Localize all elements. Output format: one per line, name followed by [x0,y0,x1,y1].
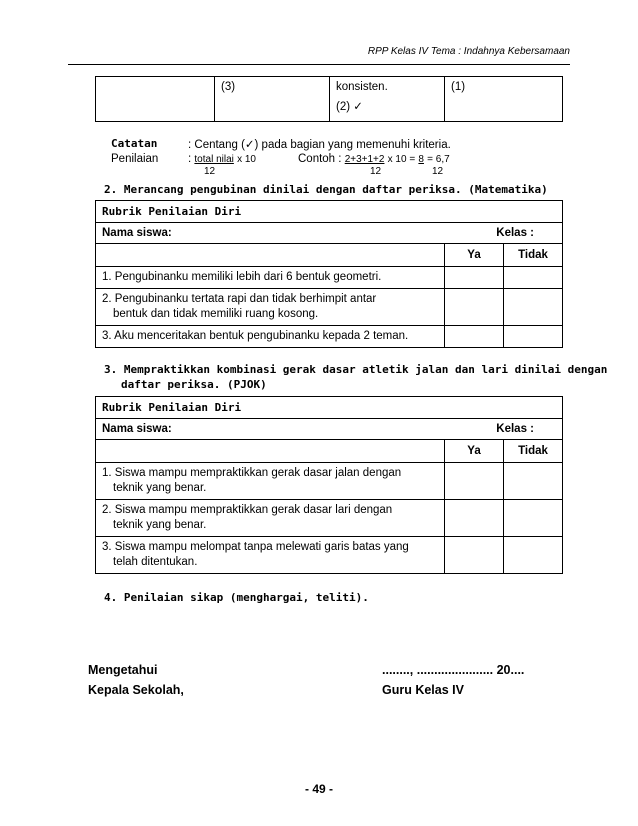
penilaian-label: Penilaian [111,153,159,165]
table-cell [96,440,445,463]
section3-heading: 3. Mempraktikkan kombinasi gerak dasar atletik jalan dan lari dinilai dengan [104,363,608,376]
criterion-text: 3. Aku menceritakan bentuk pengubinanku kepada 2 teman. [102,330,409,342]
nama-siswa-label: Nama siswa: [102,227,172,239]
criterion-text: 2. Pengubinanku tertata rapi dan tidak berhimpit antar [102,293,377,305]
tidak-checkbox-cell[interactable] [504,463,563,500]
rubric-table-matematika [95,200,563,348]
page-number: - 49 - [304,782,333,796]
tidak-checkbox-cell[interactable] [504,500,563,537]
section2-heading: 2. Merancang pengubinan dinilai dengan daftar periksa. (Matematika) [104,183,548,196]
table-row [96,326,563,348]
section3-heading-cont: daftar periksa. (PJOK) [121,378,267,391]
contoh-denominator: 12 [370,166,382,177]
table-row [96,267,563,289]
cell-text: (2) ✓ [336,101,363,113]
table-cell [96,244,445,267]
criterion-text: 3. Siswa mampu melompat tanpa melewati garis batas yang [102,541,409,553]
criterion-cell [96,267,445,289]
kepala-sekolah-label: Kepala Sekolah, [88,683,184,697]
criterion-text: 2. Siswa mampu mempraktikkan gerak dasar lari dengan [102,504,393,516]
table-row [96,201,563,223]
table-cell: (3) [215,77,330,122]
criterion-cell [96,289,445,326]
table-row [96,537,563,574]
catatan-text: : Centang (✓) pada bagian yang memenuhi kriteria. [188,139,451,151]
table-row [96,500,563,537]
cell-text: konsisten. [336,81,388,93]
contoh-result-denominator: 12 [432,166,444,177]
guru-kelas-label: Guru Kelas IV [382,683,464,697]
table-row [96,77,563,122]
criterion-cell [96,463,445,500]
rubric-title: Rubrik Penilaian Diri [96,397,563,419]
table-row [96,419,563,440]
contoh-result-numerator: 8 [418,154,424,165]
table-cell: (1) [445,77,563,122]
tidak-header: Tidak [504,244,563,267]
running-header: RPP Kelas IV Tema : Indahnya Kebersamaan [367,46,570,57]
kelas-label: Kelas : [496,423,534,435]
contoh-numerator: 2+3+1+2 [344,154,385,165]
contoh-label: Contoh : [298,153,342,165]
formula [188,153,256,165]
formula-denominator: 12 [204,166,216,177]
criterion-cell [96,500,445,537]
tidak-checkbox-cell[interactable] [504,326,563,348]
tidak-header: Tidak [504,440,563,463]
contoh [298,153,450,165]
table-row [96,440,563,463]
criterion-text: 1. Pengubinanku memiliki lebih dari 6 bentuk geometri. [102,271,382,283]
mengetahui-label: Mengetahui [88,663,158,677]
table-row [96,397,563,419]
kelas-label: Kelas : [496,227,534,239]
date-placeholder: ........, ...................... 20.... [382,663,525,677]
signature-right [382,660,524,700]
criterion-text-cont: bentuk dan tidak memiliki ruang kosong. [113,308,319,320]
ya-checkbox-cell[interactable] [445,500,504,537]
contoh-multiplier: x 10 = [387,154,416,165]
section4-heading: 4. Penilaian sikap (menghargai, teliti). [104,591,369,604]
criterion-text-cont: telah ditentukan. [113,556,198,568]
signature-left [88,660,184,700]
tidak-checkbox-cell[interactable] [504,537,563,574]
criterion-cell [96,326,445,348]
student-info-row [96,419,563,440]
tidak-checkbox-cell[interactable] [504,289,563,326]
ya-checkbox-cell[interactable] [445,289,504,326]
table-row [96,289,563,326]
table-cell [96,77,215,122]
table-row [96,244,563,267]
top-rubric-table-fragment [95,76,563,122]
colon: : [188,153,192,165]
criterion-text-cont: teknik yang benar. [113,519,207,531]
table-cell [330,77,445,122]
tidak-checkbox-cell[interactable] [504,267,563,289]
header-rule [68,64,570,65]
contoh-result: = 6,7 [427,154,450,165]
formula-multiplier: x 10 [237,154,256,165]
rubric-title: Rubrik Penilaian Diri [96,201,563,223]
table-row [96,463,563,500]
table-row [96,223,563,244]
nama-siswa-label: Nama siswa: [102,423,172,435]
ya-checkbox-cell[interactable] [445,463,504,500]
ya-checkbox-cell[interactable] [445,326,504,348]
rubric-table-pjok [95,396,563,574]
ya-header: Ya [445,440,504,463]
ya-checkbox-cell[interactable] [445,267,504,289]
criterion-cell [96,537,445,574]
criterion-text-cont: teknik yang benar. [113,482,207,494]
student-info-row [96,223,563,244]
criterion-text: 1. Siswa mampu mempraktikkan gerak dasar jalan dengan [102,467,402,479]
formula-numerator: total nilai [194,154,234,165]
catatan-label: Catatan [111,137,158,150]
ya-checkbox-cell[interactable] [445,537,504,574]
ya-header: Ya [445,244,504,267]
